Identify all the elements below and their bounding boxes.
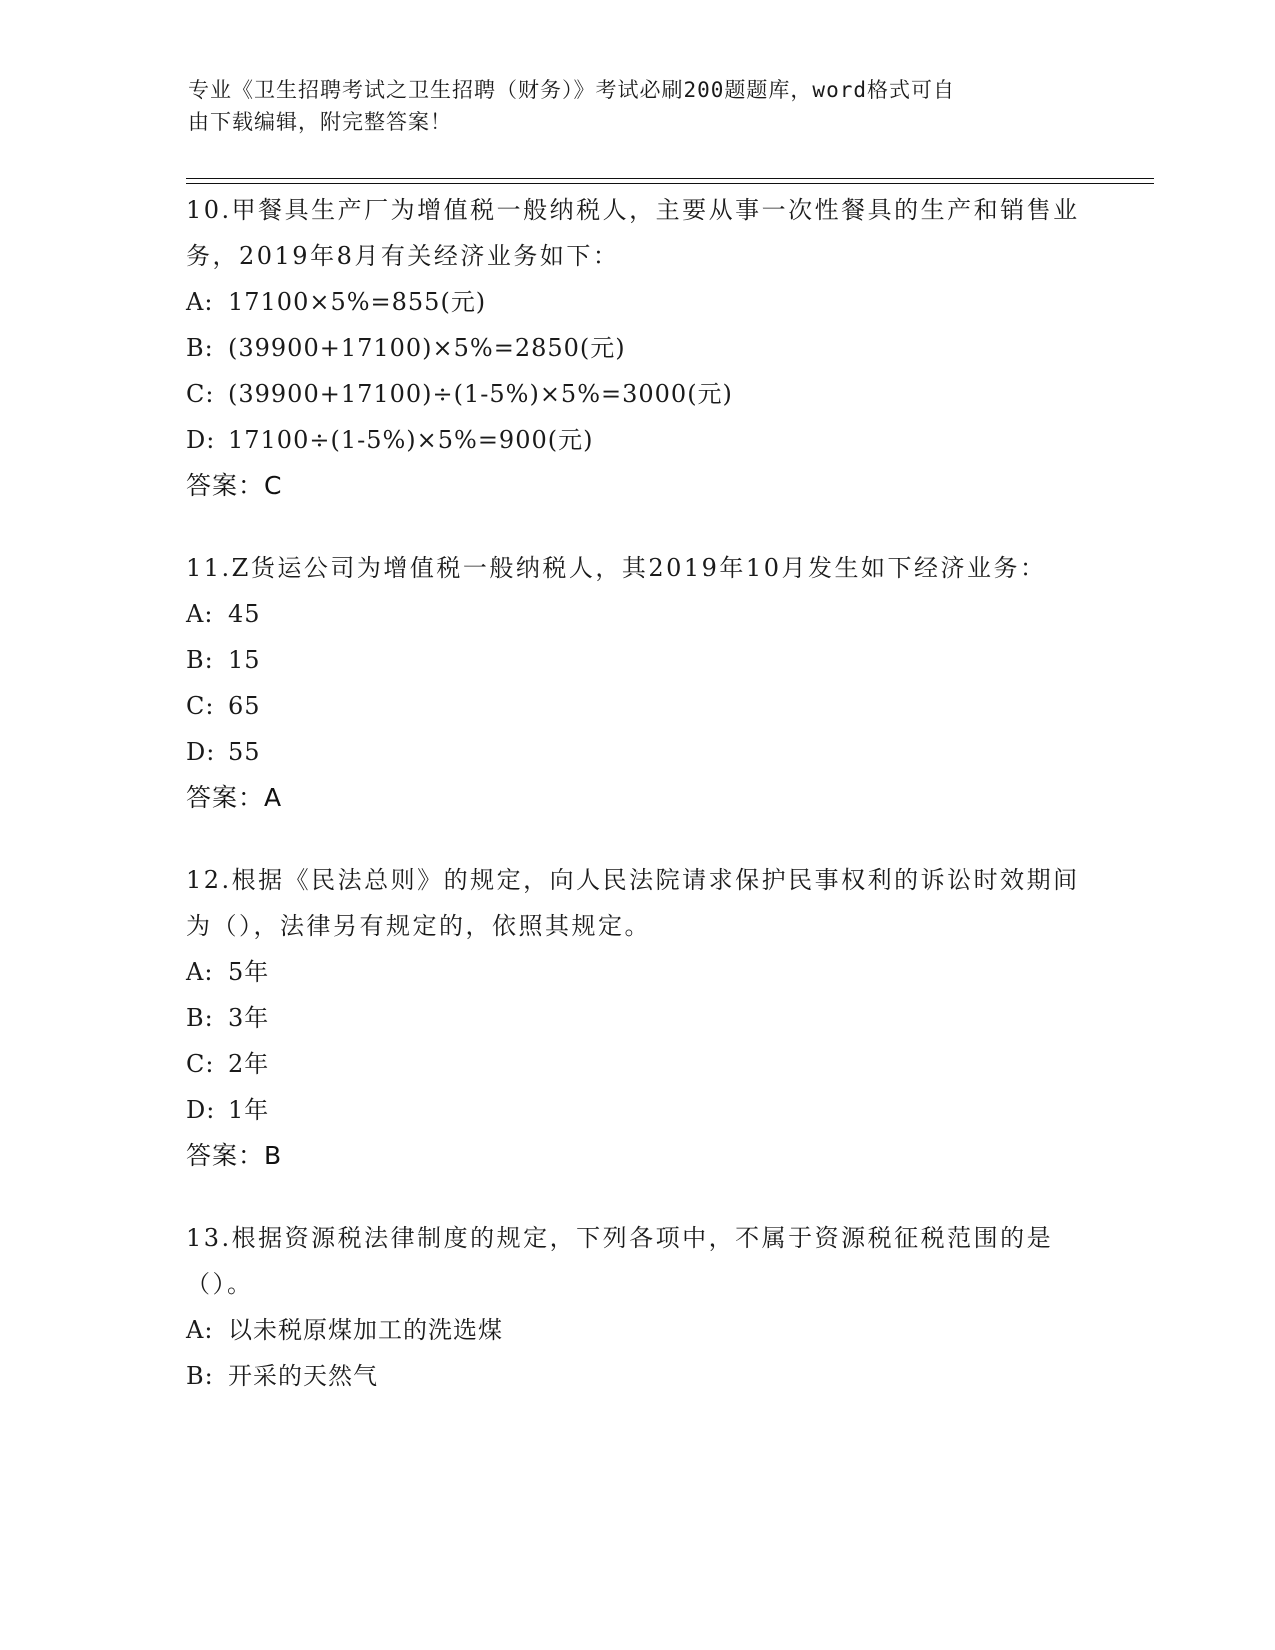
option-c (186, 683, 1086, 729)
option-key: D: (186, 738, 216, 766)
question-10 (186, 187, 1086, 509)
option-b (186, 325, 1086, 371)
option-a (186, 279, 1086, 325)
option-a (186, 949, 1086, 995)
option-b (186, 637, 1086, 683)
option-key: C: (186, 380, 215, 408)
answer-line: 答案：B (186, 1141, 283, 1170)
option-key: B: (186, 334, 214, 362)
option-text: 5年 (228, 958, 270, 986)
option-text: 以未税原煤加工的洗选煤 (228, 1316, 503, 1344)
option-text: 17100÷(1-5%)×5%=900(元) (228, 426, 594, 454)
option-key: C: (186, 1050, 215, 1078)
question-stem: 10.甲餐具生产厂为增值税一般纳税人，主要从事一次性餐具的生产和销售业务，2019年8月有关经济业务如下： (186, 196, 1080, 270)
question-13 (186, 1215, 1086, 1399)
option-a (186, 591, 1086, 637)
option-text: (39900+17100)×5%=2850(元) (228, 334, 626, 362)
option-key: A: (186, 1316, 214, 1344)
option-text: 3年 (228, 1004, 270, 1032)
option-key: B: (186, 646, 214, 674)
option-d (186, 417, 1086, 463)
option-key: B: (186, 1004, 214, 1032)
header-divider-top (186, 178, 1154, 179)
question-12 (186, 857, 1086, 1179)
option-c (186, 371, 1086, 417)
option-text: 2年 (228, 1050, 270, 1078)
option-text: 17100×5%=855(元) (228, 288, 487, 316)
option-text: 65 (228, 692, 261, 720)
header-divider-bottom (186, 183, 1154, 184)
header-line-2: 由下载编辑，附完整答案！ (188, 110, 452, 134)
option-text: 开采的天然气 (228, 1362, 378, 1390)
option-text: 45 (228, 600, 261, 628)
document-header (188, 74, 1068, 138)
option-text: 55 (228, 738, 261, 766)
question-stem: 11.Z货运公司为增值税一般纳税人，其2019年10月发生如下经济业务： (186, 554, 1047, 582)
option-d (186, 729, 1086, 775)
option-b (186, 1353, 1086, 1399)
option-text: 15 (228, 646, 261, 674)
option-key: D: (186, 1096, 216, 1124)
option-key: D: (186, 426, 216, 454)
option-key: C: (186, 692, 215, 720)
option-b (186, 995, 1086, 1041)
question-stem: 13.根据资源税法律制度的规定，下列各项中，不属于资源税征税范围的是（）。 (186, 1224, 1054, 1298)
option-text: 1年 (228, 1096, 270, 1124)
option-a (186, 1307, 1086, 1353)
header-line-1: 专业《卫生招聘考试之卫生招聘（财务）》考试必刷200题题库，word格式可自 (188, 78, 955, 102)
answer-line: 答案：C (186, 471, 283, 500)
option-key: A: (186, 600, 214, 628)
option-key: A: (186, 288, 214, 316)
option-c (186, 1041, 1086, 1087)
option-d (186, 1087, 1086, 1133)
option-key: A: (186, 958, 214, 986)
option-key: B: (186, 1362, 214, 1390)
question-list (186, 187, 1086, 1435)
question-11 (186, 545, 1086, 821)
option-text: (39900+17100)÷(1-5%)×5%=3000(元) (228, 380, 733, 408)
question-stem: 12.根据《民法总则》的规定，向人民法院请求保护民事权利的诉讼时效期间为（），法律另有规定的，依照其规定。 (186, 866, 1080, 940)
answer-line: 答案：A (186, 783, 283, 812)
